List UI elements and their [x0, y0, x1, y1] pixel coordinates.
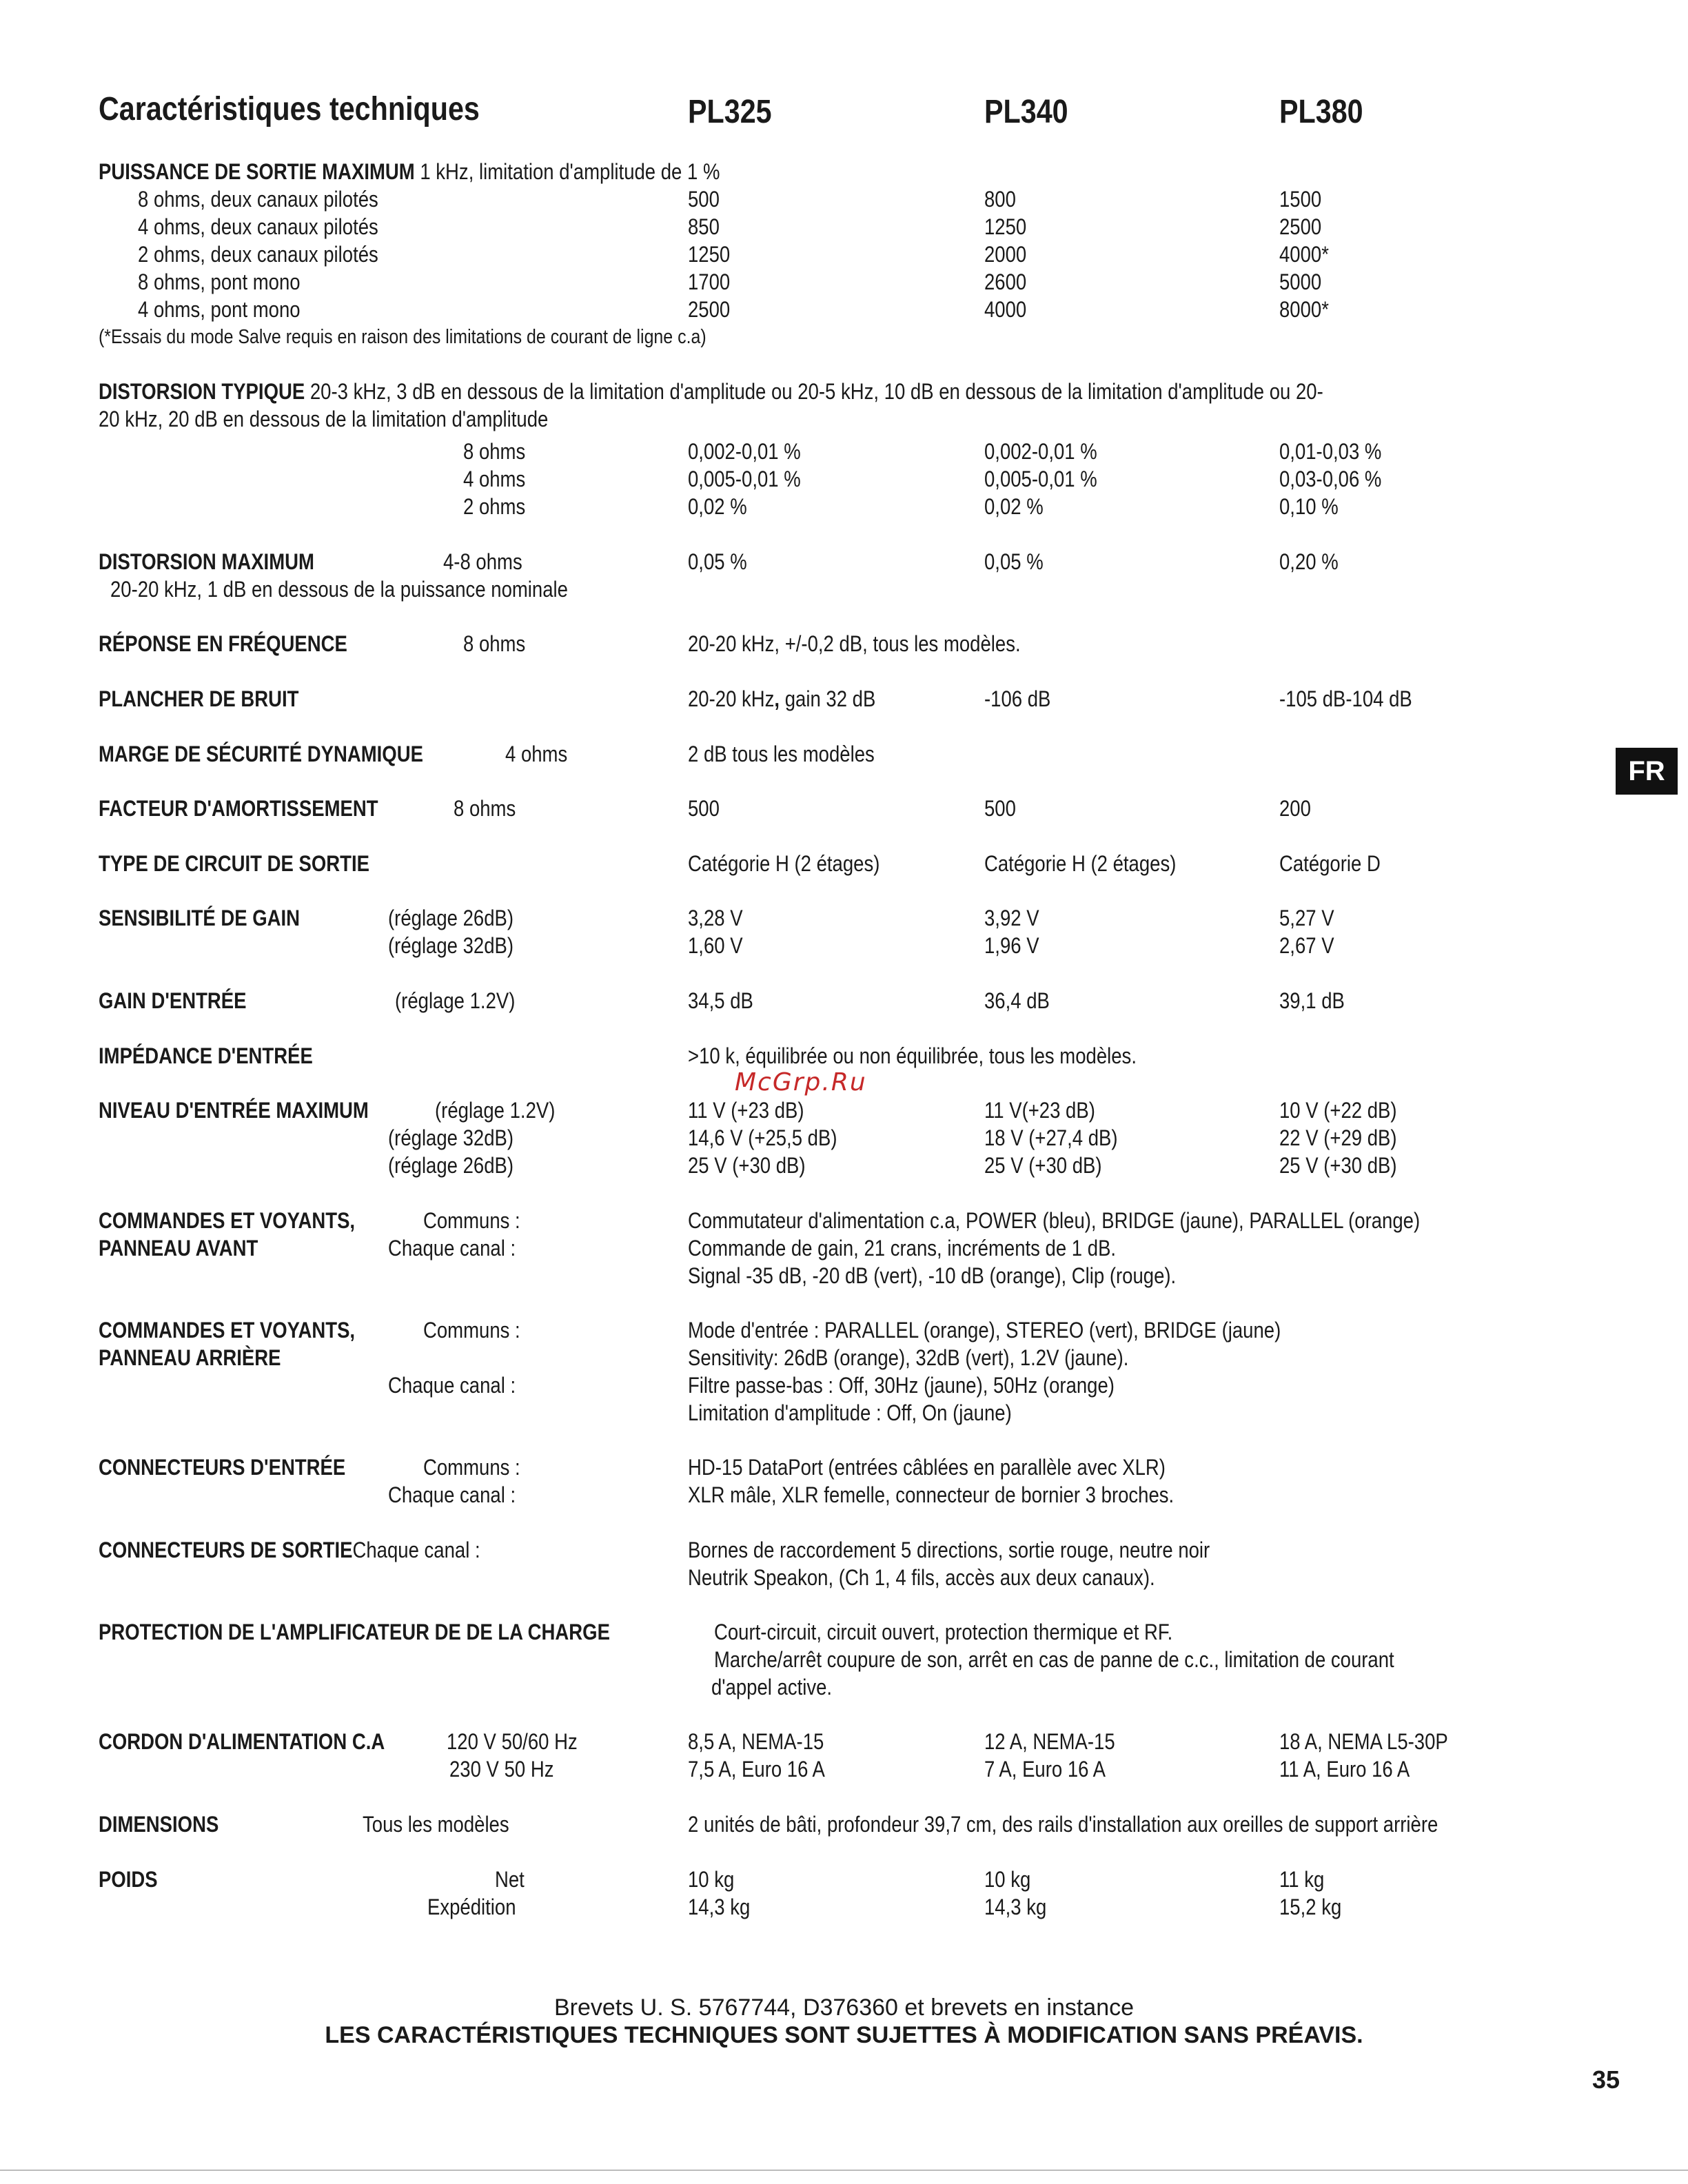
page-number: 35 — [1592, 2065, 1620, 2094]
value-cell: 5,27 V — [1279, 906, 1334, 930]
value-cell: 14,3 kg — [984, 1895, 1047, 1919]
model-header-pl325: PL325 — [688, 94, 772, 130]
value-cell: 0,02 % — [984, 494, 1044, 519]
spec-label: SENSIBILITÉ DE GAIN — [99, 906, 301, 930]
row-label: Communs : — [423, 1208, 520, 1233]
spec-label: PLANCHER DE BRUIT — [99, 686, 299, 711]
spec-label: FACTEUR D'AMORTISSEMENT — [99, 796, 378, 821]
value-cell: 4000 — [984, 297, 1027, 322]
value-cell: 500 — [688, 796, 720, 821]
value-cell: 25 V (+30 dB) — [1279, 1153, 1397, 1178]
value-cell: Signal -35 dB, -20 dB (vert), -10 dB (orange), Clip (rouge). — [688, 1263, 1177, 1288]
spec-label: COMMANDES ET VOYANTS, — [99, 1208, 356, 1233]
value-cell: 14,6 V (+25,5 dB) — [688, 1125, 837, 1150]
conn-sortie-heading — [99, 1536, 480, 1564]
spec-label: POIDS — [99, 1867, 158, 1892]
value-cell: 0,20 % — [1279, 549, 1339, 574]
value-cell: 4000* — [1279, 242, 1329, 267]
value-cell: 7,5 A, Euro 16 A — [688, 1757, 825, 1782]
value-cell: d'appel active. — [711, 1675, 833, 1700]
model-header-pl340: PL340 — [984, 94, 1068, 130]
spec-label: DIMENSIONS — [99, 1812, 219, 1837]
value-cell: 0,05 % — [984, 549, 1044, 574]
row-label: 2 ohms, deux canaux pilotés — [138, 242, 378, 267]
value-cell: 0,02 % — [688, 494, 747, 519]
value-cell: 11 kg — [1279, 1867, 1325, 1892]
value-cell: 200 — [1279, 796, 1311, 821]
row-label: Chaque canal : — [388, 1482, 516, 1507]
row-label: 4 ohms, pont mono — [138, 297, 301, 322]
value-cell — [688, 685, 875, 713]
value-cell: 3,92 V — [984, 906, 1039, 930]
value-cell: Mode d'entrée : PARALLEL (orange), STEREO (vert), BRIDGE (jaune) — [688, 1318, 1281, 1343]
value-cell: 34,5 dB — [688, 988, 753, 1013]
footnote: (*Essais du mode Salve requis en raison des limitations de courant de ligne c.a) — [99, 326, 706, 348]
value-cell: 1,96 V — [984, 933, 1039, 958]
value-cell: 36,4 dB — [984, 988, 1050, 1013]
value-cell: 2 unités de bâti, profondeur 39,7 cm, des rails d'installation aux oreilles de support arrière — [688, 1812, 1438, 1837]
row-label: Communs : — [423, 1455, 520, 1480]
value-cell: 12 A, NEMA-15 — [984, 1729, 1115, 1754]
value-cell: 500 — [688, 187, 720, 212]
row-label: (réglage 26dB) — [388, 906, 514, 930]
value-cell: 1250 — [688, 242, 731, 267]
spec-label: CONNECTEURS DE SORTIE — [99, 1538, 353, 1562]
row-label: 8 ohms, pont mono — [138, 269, 301, 294]
value-cell: 0,002-0,01 % — [984, 439, 1097, 464]
value-cell: 800 — [984, 187, 1016, 212]
patents-note: Brevets U. S. 5767744, D376360 et brevets en instance — [553, 1994, 1135, 2021]
page-title: Caractéristiques techniques — [99, 91, 480, 127]
spec-label: NIVEAU D'ENTRÉE MAXIMUM — [99, 1098, 369, 1123]
value-cell: 0,005-0,01 % — [984, 467, 1097, 491]
value-cell: 11 V (+23 dB) — [688, 1098, 804, 1123]
row-label: Expédition — [427, 1895, 516, 1919]
spec-label: CORDON D'ALIMENTATION C.A — [99, 1729, 385, 1754]
spec-label: CONNECTEURS D'ENTRÉE — [99, 1455, 346, 1480]
value-cell: 3,28 V — [688, 906, 743, 930]
row-label: 2 ohms — [463, 494, 526, 519]
bottom-divider — [0, 2170, 1688, 2171]
value-part: , — [774, 686, 785, 711]
row-label: Chaque canal : — [388, 1236, 516, 1261]
row-label: 8 ohms — [463, 439, 526, 464]
row-label: 4 ohms — [463, 467, 526, 491]
spec-label: TYPE DE CIRCUIT DE SORTIE — [99, 851, 369, 876]
row-label: Communs : — [423, 1318, 520, 1343]
value-cell: 1250 — [984, 214, 1027, 239]
row-label: 4 ohms — [505, 742, 568, 766]
value-cell: 0,10 % — [1279, 494, 1339, 519]
value-cell: 11 V(+23 dB) — [984, 1098, 1095, 1123]
spec-label: GAIN D'ENTRÉE — [99, 988, 247, 1013]
value-cell: 1500 — [1279, 187, 1322, 212]
value-cell: 25 V (+30 dB) — [984, 1153, 1102, 1178]
watermark: McGrp.Ru — [735, 1068, 867, 1096]
value-cell: 500 — [984, 796, 1016, 821]
row-label: (réglage 32dB) — [388, 1125, 514, 1150]
distorsion-typique-heading — [99, 378, 1323, 405]
value-cell: 2000 — [984, 242, 1027, 267]
value-cell: Commutateur d'alimentation c.a, POWER (bleu), BRIDGE (jaune), PARALLEL (orange) — [688, 1208, 1421, 1233]
row-label: (réglage 32dB) — [388, 933, 514, 958]
value-cell: 8000* — [1279, 297, 1329, 322]
row-label: 8 ohms — [463, 631, 526, 656]
value-cell: 850 — [688, 214, 720, 239]
row-label: (réglage 1.2V) — [435, 1098, 556, 1123]
value-cell: Limitation d'amplitude : Off, On (jaune) — [688, 1400, 1012, 1425]
row-label: (réglage 26dB) — [388, 1153, 514, 1178]
value-cell: 2500 — [688, 297, 731, 322]
value-cell: 14,3 kg — [688, 1895, 751, 1919]
value-cell: 11 A, Euro 16 A — [1279, 1757, 1410, 1782]
value-cell: 0,01-0,03 % — [1279, 439, 1382, 464]
value-cell: Bornes de raccordement 5 directions, sortie rouge, neutre noir — [688, 1538, 1210, 1562]
spec-label: DISTORSION TYPIQUE — [99, 379, 305, 404]
value-cell: 0,03-0,06 % — [1279, 467, 1382, 491]
value-cell: XLR mâle, XLR femelle, connecteur de bornier 3 broches. — [688, 1482, 1175, 1507]
value-cell: 22 V (+29 dB) — [1279, 1125, 1397, 1150]
value-cell: Sensitivity: 26dB (orange), 32dB (vert), 1.2V (jaune). — [688, 1345, 1129, 1370]
spec-label: COMMANDES ET VOYANTS, — [99, 1318, 356, 1343]
value-cell: 5000 — [1279, 269, 1322, 294]
value-cell: 39,1 dB — [1279, 988, 1345, 1013]
value-cell: Court-circuit, circuit ouvert, protection thermique et RF. — [714, 1620, 1173, 1644]
value-cell: 10 kg — [688, 1867, 735, 1892]
spec-label: IMPÉDANCE D'ENTRÉE — [99, 1043, 313, 1068]
row-label: 8 ohms — [454, 796, 516, 821]
value-cell: 0,05 % — [688, 549, 747, 574]
spec-label: RÉPONSE EN FRÉQUENCE — [99, 631, 347, 656]
value-cell: 1700 — [688, 269, 731, 294]
row-label: (réglage 1.2V) — [395, 988, 516, 1013]
value-part: 20-20 kHz — [688, 686, 775, 711]
value-cell: HD-15 DataPort (entrées câblées en parallèle avec XLR) — [688, 1455, 1166, 1480]
value-cell: 0,005-0,01 % — [688, 467, 801, 491]
spec-label: PANNEAU AVANT — [99, 1236, 258, 1261]
value-cell: 10 V (+22 dB) — [1279, 1098, 1397, 1123]
row-label: Chaque canal : — [388, 1373, 516, 1398]
spec-label: MARGE DE SÉCURITÉ DYNAMIQUE — [99, 742, 423, 766]
row-label: 120 V 50/60 Hz — [447, 1729, 578, 1754]
value-cell: Commande de gain, 21 crans, incréments de 1 dB. — [688, 1236, 1117, 1261]
value-cell: 0,002-0,01 % — [688, 439, 801, 464]
row-label: 8 ohms, deux canaux pilotés — [138, 187, 378, 212]
value-cell: Catégorie H (2 étages) — [688, 851, 880, 876]
row-label: Chaque canal : — [352, 1538, 480, 1562]
value-cell: 20-20 kHz, +/-0,2 dB, tous les modèles. — [688, 631, 1021, 656]
spec-label: DISTORSION MAXIMUM — [99, 549, 314, 574]
value-cell: Catégorie H (2 étages) — [984, 851, 1177, 876]
row-label: Net — [495, 1867, 525, 1892]
language-tab-fr: FR — [1616, 748, 1678, 795]
spec-label: PUISSANCE DE SORTIE MAXIMUM — [99, 159, 415, 184]
value-cell: >10 k, équilibrée ou non équilibrée, tous les modèles. — [688, 1043, 1137, 1068]
spec-condition-cont: 20 kHz, 20 dB en dessous de la limitation d'amplitude — [99, 407, 549, 431]
value-cell: 1,60 V — [688, 933, 743, 958]
spec-label: PANNEAU ARRIÈRE — [99, 1345, 281, 1370]
row-label: 4 ohms, deux canaux pilotés — [138, 214, 378, 239]
value-cell: 2 dB tous les modèles — [688, 742, 875, 766]
change-notice: LES CARACTÉRISTIQUES TECHNIQUES SONT SUJETTES À MODIFICATION SANS PRÉAVIS. — [325, 2022, 1363, 2048]
value-cell: Marche/arrêt coupure de son, arrêt en cas de panne de c.c., limitation de courant — [714, 1647, 1394, 1672]
value-cell: 7 A, Euro 16 A — [984, 1757, 1106, 1782]
value-cell: 18 A, NEMA L5-30P — [1279, 1729, 1448, 1754]
value-cell: -105 dB-104 dB — [1279, 686, 1412, 711]
value-cell: 2600 — [984, 269, 1027, 294]
spec-condition: 20-20 kHz, 1 dB en dessous de la puissance nominale — [110, 577, 568, 602]
value-cell: 2500 — [1279, 214, 1322, 239]
row-label: 4-8 ohms — [443, 549, 522, 574]
puissance-heading — [99, 158, 720, 185]
value-cell: Neutrik Speakon, (Ch 1, 4 fils, accès aux deux canaux). — [688, 1565, 1155, 1590]
value-cell: 10 kg — [984, 1867, 1031, 1892]
spec-label: PROTECTION DE L'AMPLIFICATEUR DE DE LA CHARGE — [99, 1620, 610, 1644]
row-label: 230 V 50 Hz — [449, 1757, 554, 1782]
model-header-pl380: PL380 — [1279, 94, 1363, 130]
value-cell: -106 dB — [984, 686, 1051, 711]
value-cell: Filtre passe-bas : Off, 30Hz (jaune), 50Hz (orange) — [688, 1373, 1115, 1398]
spec-condition: 1 kHz, limitation d'amplitude de 1 % — [420, 159, 720, 184]
value-cell: 8,5 A, NEMA-15 — [688, 1729, 824, 1754]
value-cell: Catégorie D — [1279, 851, 1381, 876]
value-cell: 2,67 V — [1279, 933, 1334, 958]
spec-condition: 20-3 kHz, 3 dB en dessous de la limitation d'amplitude ou 20-5 kHz, 10 dB en dessous de la limitation d'amplitude ou 20- — [309, 379, 1323, 404]
value-cell: 25 V (+30 dB) — [688, 1153, 806, 1178]
value-cell: 18 V (+27,4 dB) — [984, 1125, 1118, 1150]
value-cell: 15,2 kg — [1279, 1895, 1342, 1919]
row-label: Tous les modèles — [363, 1812, 509, 1837]
value-part: gain 32 dB — [784, 686, 876, 711]
